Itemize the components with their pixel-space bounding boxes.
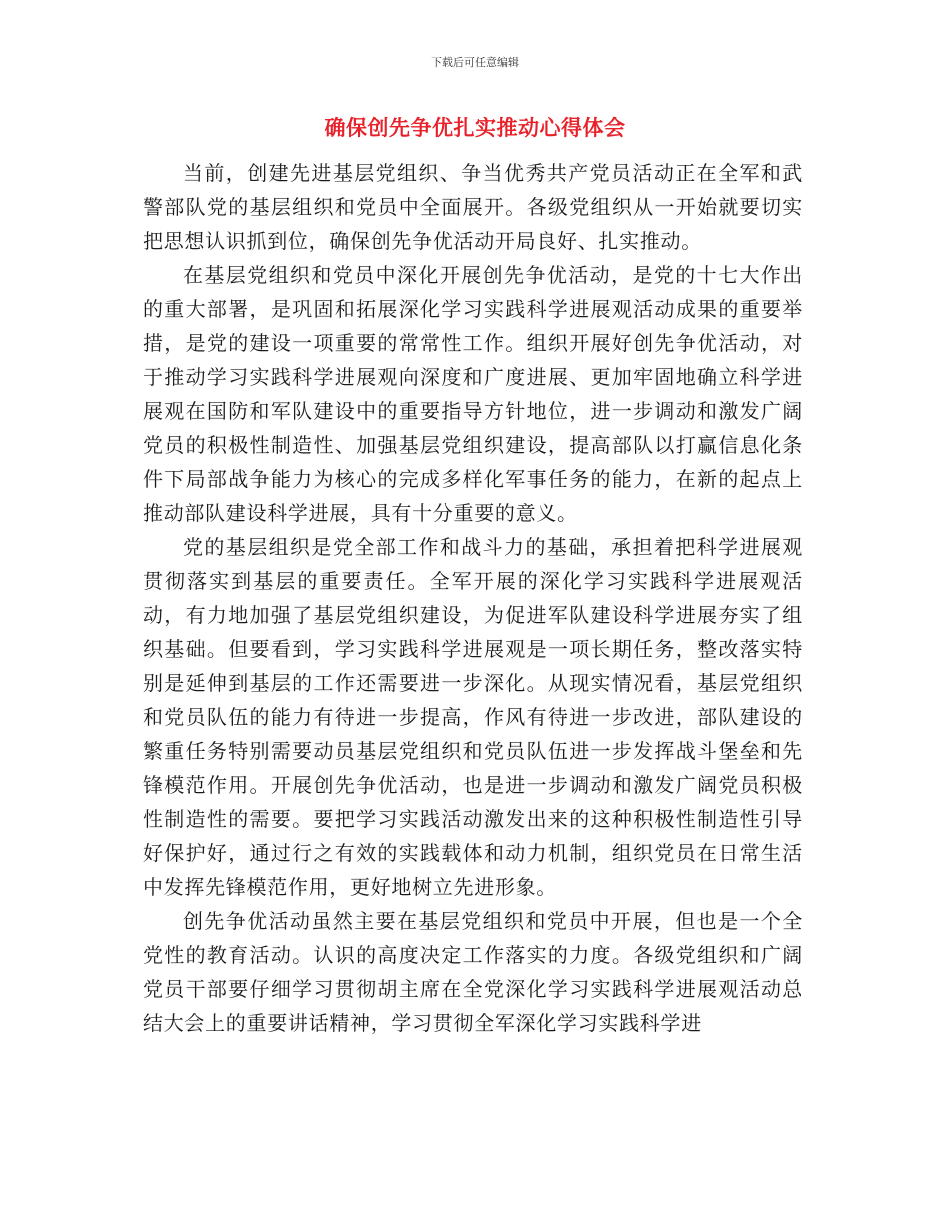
document-title: 确保创先争优扎实推动心得体会 [324, 116, 626, 140]
paragraph-2: 在基层党组织和党员中深化开展创先争优活动，是党的十七大作出的重大部署，是巩固和拓展深化学习实践科学进展观活动成果的重要举措，是党的建设一项重要的常常性工作。组织开展好创先争优活动，对于推动学习实践科学进展观向深度和广度进展、更加牢固地确立科学进展观在国防和军队建设中的重要指导方针地位，进一步调动和激发广阔党员的积极性制造性、加强基层党组织建设，提高部队以打赢信息化条件下局部战争能力为核心的完成多样化军事任务的能力，在新的起点上推动部队建设科学进展，具有十分重要的意义。 [143, 263, 803, 525]
paragraph-1: 当前，创建先进基层党组织、争当优秀共产党员活动正在全军和武警部队党的基层组织和党员中全面展开。各级党组织从一开始就要切实把思想认识抓到位，确保创先争优活动开局良好、扎实推动。 [143, 161, 803, 253]
paragraph-3: 党的基层组织是党全部工作和战斗力的基础，承担着把科学进展观贯彻落实到基层的重要责任。全军开展的深化学习实践科学进展观活动，有力地加强了基层党组织建设，为促进军队建设科学进展夯实了组织基础。但要看到，学习实践科学进展观是一项长期任务，整改落实特别是延伸到基层的工作还需要进一步深化。从现实情况看，基层党组织和党员队伍的能力有待进一步提高，作风有待进一步改进，部队建设的繁重任务特别需要动员基层党组织和党员队伍进一步发挥战斗堡垒和先锋模范作用。开展创先争优活动，也是进一步调动和激发广阔党员积极性制造性的需要。要把学习实践活动激发出来的这种积极性制造性引导好保护好，通过行之有效的实践载体和动力机制，组织党员在日常生活中发挥先锋模范作用，更好地树立先进形象。 [143, 535, 803, 899]
paragraph-4: 创先争优活动虽然主要在基层党组织和党员中开展，但也是一个全党性的教育活动。认识的高度决定工作落实的力度。各级党组织和广阔党员干部要仔细学习贯彻胡主席在全党深化学习实践科学进展观活动总结大会上的重要讲话精神，学习贯彻全军深化学习实践科学进 [143, 909, 803, 1035]
document-body [143, 156, 803, 1040]
header-note: 下载后可任意编辑 [431, 56, 519, 69]
